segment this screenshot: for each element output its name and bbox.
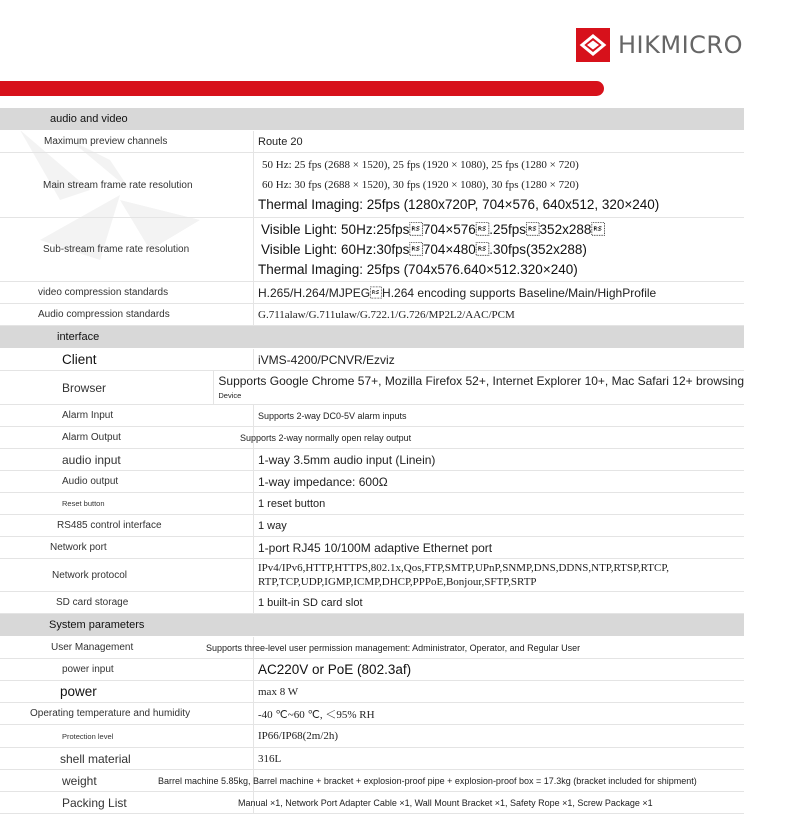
- section-header-audio-video: [0, 108, 744, 131]
- spec-value: 1 built-in SD card slot: [258, 596, 363, 609]
- spec-value: Visible Light: 50Hz:25fps 704×576 .25fps 352x288: [261, 221, 605, 237]
- spec-label: power: [0, 681, 254, 702]
- spec-row-preview-channels: [0, 131, 744, 153]
- spec-value: 60 Hz: 30 fps (2688 × 1520), 30 fps (1920 × 1080), 30 fps (1280 × 720): [262, 179, 579, 191]
- spec-value: 50 Hz: 25 fps (2688 × 1520), 25 fps (1920 × 1080), 25 fps (1280 × 720): [262, 159, 579, 171]
- brand-logo: [576, 28, 743, 62]
- spec-table: [0, 108, 744, 814]
- spec-value: Manual ×1, Network Port Adapter Cable ×1, Wall Mount Bracket ×1, Safety Rope ×1, Screw Package ×1: [238, 797, 653, 808]
- spec-row-client: [0, 349, 744, 371]
- spec-value: H.265/H.264/MJPEG H.264 encoding supports Baseline/Main/HighProfile: [258, 285, 657, 300]
- spec-value-group: [254, 153, 744, 217]
- spec-value-group: [254, 218, 744, 281]
- spec-value: max 8 W: [258, 685, 299, 698]
- spec-row-audio-output: [0, 471, 744, 493]
- spec-label: Protection level: [0, 725, 254, 747]
- spec-row-weight: [0, 770, 744, 792]
- spec-value: 1 reset button: [258, 497, 326, 510]
- spec-label: shell material: [0, 748, 254, 769]
- spec-row-browser: [0, 371, 744, 405]
- spec-row-reset-button: [0, 493, 744, 515]
- spec-row-sub-stream: [0, 218, 744, 282]
- header-accent-bar: [0, 81, 604, 96]
- spec-value: AC220V or PoE (802.3af): [258, 662, 412, 677]
- spec-row-video-compression: [0, 282, 744, 304]
- spec-value: Visible Light: 60Hz:30fps 704×480 .30fps(352x288): [261, 241, 587, 257]
- spec-label: weight: [0, 770, 254, 791]
- spec-label: Sub-stream frame rate resolution: [0, 218, 254, 281]
- spec-label: audio input: [0, 449, 254, 470]
- hikmicro-diamond-logo-icon: [576, 28, 610, 62]
- spec-value: RTP,TCP,UDP,IGMP,ICMP,DHCP,PPPoE,Bonjour,SFTP,SRTP: [258, 576, 537, 588]
- spec-value: Supports 2-way DC0-5V alarm inputs: [258, 410, 407, 421]
- spec-label: Alarm Output: [0, 427, 254, 448]
- spec-label: power input: [0, 659, 254, 680]
- spec-label: video compression standards: [0, 282, 254, 303]
- spec-value: Supports 2-way normally open relay output: [240, 432, 412, 443]
- spec-row-protection-level: [0, 725, 744, 748]
- spec-value: Thermal Imaging: 25fps (1280x720P, 704×576, 640x512, 320×240): [258, 197, 660, 212]
- spec-value: IP66/IP68(2m/2h): [258, 730, 339, 742]
- spec-label: Browser: [0, 371, 214, 404]
- spec-value: -40 ℃~60 ℃, ＜95% RH: [258, 708, 375, 721]
- spec-value: Route 20: [258, 135, 303, 148]
- spec-label: RS485 control interface: [0, 515, 254, 536]
- spec-label: Network protocol: [0, 559, 254, 591]
- spec-row-packing-list: [0, 792, 744, 814]
- spec-row-rs485: [0, 515, 744, 537]
- spec-value: 1-port RJ45 10/100M adaptive Ethernet port: [258, 540, 493, 555]
- spec-label: Audio compression standards: [0, 304, 254, 325]
- spec-value-group: [214, 371, 744, 404]
- spec-label: Operating temperature and humidity: [0, 703, 254, 724]
- section-title: interface: [57, 331, 100, 343]
- spec-row-power-input: [0, 659, 744, 681]
- spec-value: 1 way: [258, 519, 287, 532]
- spec-row-main-stream: [0, 153, 744, 218]
- section-title: System parameters: [49, 619, 145, 631]
- spec-label: Main stream frame rate resolution: [0, 153, 254, 217]
- spec-row-power: [0, 681, 744, 703]
- spec-value-group: [254, 559, 744, 591]
- section-header-interface: [0, 326, 744, 349]
- spec-value: 316L: [258, 752, 282, 765]
- spec-label: User Management: [0, 637, 254, 658]
- spec-value: Thermal Imaging: 25fps (704x576.640×512.320×240): [258, 261, 578, 277]
- spec-row-operating-temp: [0, 703, 744, 725]
- spec-value: G.711alaw/G.711ulaw/G.722.1/G.726/MP2L2/AAC/PCM: [258, 308, 515, 321]
- spec-row-shell-material: [0, 748, 744, 770]
- spec-row-network-port: [0, 537, 744, 559]
- spec-label: Reset button: [0, 493, 254, 514]
- spec-label: Network port: [0, 537, 254, 558]
- spec-value: Supports three-level user permission management: Administrator, Operator, and Regular User: [206, 642, 581, 653]
- spec-row-audio-compression: [0, 304, 744, 326]
- spec-label: Packing List: [0, 792, 254, 813]
- spec-label: Audio output: [0, 471, 254, 492]
- spec-row-alarm-input: [0, 405, 744, 427]
- brand-name: HIKMICRO: [618, 31, 743, 59]
- spec-value: 1-way impedance: 600Ω: [258, 474, 388, 489]
- spec-row-network-protocol: [0, 559, 744, 592]
- spec-value: IPv4/IPv6,HTTP,HTTPS,802.1x,Qos,FTP,SMTP,UPnP,SNMP,DNS,DDNS,NTP,RTSP,RTCP,: [258, 562, 670, 574]
- spec-row-audio-input: [0, 449, 744, 471]
- spec-value-note: Device: [218, 391, 242, 400]
- spec-label: Alarm Input: [0, 405, 254, 426]
- section-title: audio and video: [50, 113, 128, 125]
- spec-row-sd-card: [0, 592, 744, 614]
- spec-value: Barrel machine 5.85kg, Barrel machine + bracket + explosion-proof pipe + explosion-proof box = 17.3kg (bracket included for shipment): [158, 775, 697, 786]
- spec-row-alarm-output: [0, 427, 744, 449]
- spec-value: Supports Google Chrome 57+, Mozilla Firefox 52+, Internet Explorer 10+, Mac Safari 12+ browsing: [218, 374, 744, 388]
- spec-row-user-management: [0, 637, 744, 659]
- spec-value: iVMS-4200/PCNVR/Ezviz: [258, 352, 395, 367]
- spec-label: Client: [0, 349, 254, 370]
- section-header-system: [0, 614, 744, 637]
- spec-label: SD card storage: [0, 592, 254, 613]
- spec-value: 1-way 3.5mm audio input (Linein): [258, 452, 436, 467]
- spec-label: Maximum preview channels: [0, 131, 254, 152]
